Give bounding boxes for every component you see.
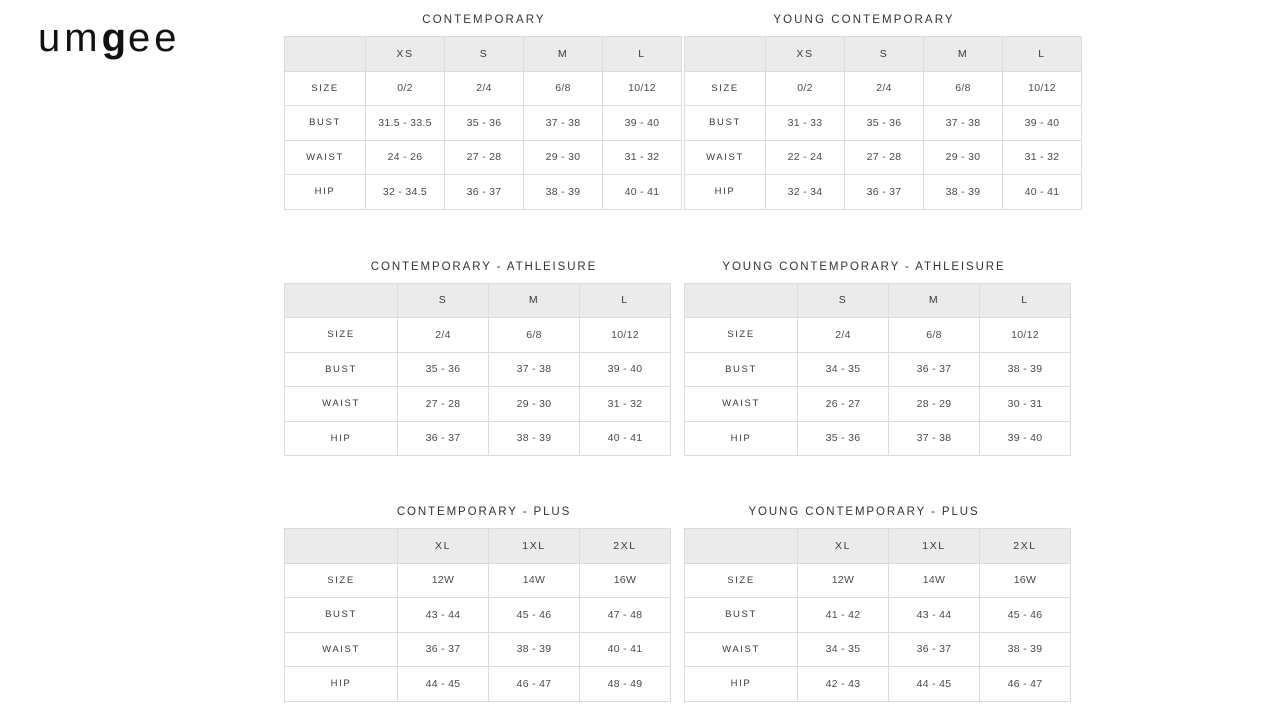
- row-label: BUST: [285, 352, 398, 387]
- chart-column-left: [284, 14, 684, 210]
- table-row: [685, 563, 1071, 598]
- table-header-row: [285, 37, 682, 72]
- table-row: [685, 352, 1071, 387]
- table-row: [685, 632, 1071, 667]
- table-cell: 16W: [980, 563, 1071, 598]
- row-label: HIP: [685, 667, 798, 702]
- table-cell: 44 - 45: [398, 667, 489, 702]
- column-header: L: [603, 37, 682, 72]
- row-label: BUST: [285, 598, 398, 633]
- column-header: S: [445, 37, 524, 72]
- size-charts-grid: [284, 14, 1060, 702]
- table-cell: 0/2: [366, 71, 445, 106]
- size-table: [284, 528, 671, 702]
- size-chart-young-contemporary-athleisure: [684, 261, 1044, 457]
- row-label: BUST: [685, 106, 766, 141]
- table-cell: 10/12: [603, 71, 682, 106]
- table-cell: 35 - 36: [398, 352, 489, 387]
- table-row: [685, 71, 1082, 106]
- row-label: WAIST: [685, 632, 798, 667]
- table-cell: 44 - 45: [889, 667, 980, 702]
- table-cell: 43 - 44: [398, 598, 489, 633]
- table-cell: 32 - 34.5: [366, 175, 445, 210]
- table-header-row: [285, 529, 671, 564]
- column-header: L: [980, 283, 1071, 318]
- column-header: L: [1003, 37, 1082, 72]
- column-header: S: [398, 283, 489, 318]
- row-label: WAIST: [685, 387, 798, 422]
- row-label: BUST: [685, 598, 798, 633]
- table-cell: 36 - 37: [889, 632, 980, 667]
- table-cell: 38 - 39: [524, 175, 603, 210]
- chart-column-left: [284, 506, 684, 702]
- row-label: BUST: [685, 352, 798, 387]
- brand-logo: [38, 18, 181, 58]
- table-corner-cell: [285, 283, 398, 318]
- row-label: HIP: [685, 421, 798, 456]
- table-cell: 29 - 30: [924, 140, 1003, 175]
- table-cell: 29 - 30: [489, 387, 580, 422]
- size-table: [684, 283, 1071, 457]
- table-cell: 14W: [489, 563, 580, 598]
- table-cell: 40 - 41: [1003, 175, 1082, 210]
- table-row: [685, 387, 1071, 422]
- row-label: SIZE: [285, 563, 398, 598]
- table-cell: 10/12: [980, 318, 1071, 353]
- row-label: BUST: [285, 106, 366, 141]
- chart-row-2: [284, 261, 1044, 457]
- chart-row-1: [284, 14, 1060, 210]
- table-cell: 39 - 40: [603, 106, 682, 141]
- size-table: [284, 36, 682, 210]
- table-cell: 26 - 27: [798, 387, 889, 422]
- table-row: [285, 352, 671, 387]
- column-header: M: [889, 283, 980, 318]
- column-header: M: [924, 37, 1003, 72]
- chart-title: CONTEMPORARY - ATHLEISURE: [370, 260, 598, 273]
- table-cell: 36 - 37: [398, 421, 489, 456]
- row-label: SIZE: [685, 71, 766, 106]
- table-cell: 2/4: [398, 318, 489, 353]
- table-cell: 16W: [580, 563, 671, 598]
- table-cell: 47 - 48: [580, 598, 671, 633]
- table-cell: 48 - 49: [580, 667, 671, 702]
- chart-row-3: [284, 506, 1044, 702]
- column-header: XL: [798, 529, 889, 564]
- size-table: [684, 36, 1082, 210]
- column-header: 1XL: [489, 529, 580, 564]
- size-chart-young-contemporary-plus: [684, 506, 1044, 702]
- table-cell: 22 - 24: [766, 140, 845, 175]
- column-header: 2XL: [980, 529, 1071, 564]
- brand-logo-part3: ee: [128, 16, 181, 60]
- table-corner-cell: [285, 37, 366, 72]
- table-cell: 28 - 29: [889, 387, 980, 422]
- row-label: WAIST: [285, 140, 366, 175]
- brand-logo-part1: um: [38, 16, 102, 60]
- row-label: SIZE: [685, 318, 798, 353]
- table-cell: 2/4: [445, 71, 524, 106]
- chart-title: YOUNG CONTEMPORARY - PLUS: [748, 506, 980, 518]
- table-corner-cell: [685, 529, 798, 564]
- chart-column-right: [684, 261, 1044, 457]
- brand-logo-part2: g: [101, 16, 129, 60]
- row-label: HIP: [285, 175, 366, 210]
- table-header-row: [685, 529, 1071, 564]
- table-cell: 10/12: [1003, 71, 1082, 106]
- table-cell: 40 - 41: [580, 421, 671, 456]
- table-cell: 40 - 41: [603, 175, 682, 210]
- table-cell: 37 - 38: [924, 106, 1003, 141]
- table-row: [285, 598, 671, 633]
- table-cell: 6/8: [924, 71, 1003, 106]
- size-table: [684, 528, 1071, 702]
- table-cell: 36 - 37: [845, 175, 924, 210]
- table-cell: 34 - 35: [798, 352, 889, 387]
- table-cell: 31 - 32: [580, 387, 671, 422]
- column-header: XL: [398, 529, 489, 564]
- table-cell: 45 - 46: [489, 598, 580, 633]
- table-cell: 24 - 26: [366, 140, 445, 175]
- table-cell: 45 - 46: [980, 598, 1071, 633]
- table-cell: 36 - 37: [445, 175, 524, 210]
- table-cell: 39 - 40: [980, 421, 1071, 456]
- table-row: [685, 140, 1082, 175]
- chart-column-right: [684, 506, 1044, 702]
- table-row: [285, 563, 671, 598]
- table-cell: 6/8: [524, 71, 603, 106]
- row-label: WAIST: [285, 632, 398, 667]
- row-spacer: [284, 456, 1044, 506]
- table-cell: 6/8: [889, 318, 980, 353]
- table-cell: 42 - 43: [798, 667, 889, 702]
- table-cell: 12W: [798, 563, 889, 598]
- table-cell: 41 - 42: [798, 598, 889, 633]
- table-cell: 0/2: [766, 71, 845, 106]
- table-corner-cell: [685, 283, 798, 318]
- column-header: M: [524, 37, 603, 72]
- table-cell: 2/4: [845, 71, 924, 106]
- row-spacer: [284, 210, 1044, 261]
- table-cell: 39 - 40: [580, 352, 671, 387]
- chart-column-right: [684, 14, 1060, 210]
- table-cell: 31 - 33: [766, 106, 845, 141]
- table-cell: 14W: [889, 563, 980, 598]
- size-chart-contemporary-plus: [284, 506, 684, 702]
- table-row: [685, 667, 1071, 702]
- table-corner-cell: [685, 37, 766, 72]
- table-cell: 46 - 47: [980, 667, 1071, 702]
- column-header: XS: [366, 37, 445, 72]
- size-table: [284, 283, 671, 457]
- column-header: 1XL: [889, 529, 980, 564]
- table-cell: 38 - 39: [489, 632, 580, 667]
- table-cell: 37 - 38: [489, 352, 580, 387]
- table-cell: 30 - 31: [980, 387, 1071, 422]
- column-header: S: [845, 37, 924, 72]
- table-row: [285, 632, 671, 667]
- column-header: XS: [766, 37, 845, 72]
- table-row: [685, 175, 1082, 210]
- table-header-row: [685, 37, 1082, 72]
- table-header-row: [685, 283, 1071, 318]
- table-cell: 31.5 - 33.5: [366, 106, 445, 141]
- table-cell: 36 - 37: [398, 632, 489, 667]
- table-cell: 34 - 35: [798, 632, 889, 667]
- table-row: [685, 318, 1071, 353]
- table-cell: 10/12: [580, 318, 671, 353]
- table-row: [685, 598, 1071, 633]
- table-row: [285, 318, 671, 353]
- table-row: [285, 421, 671, 456]
- row-label: WAIST: [685, 140, 766, 175]
- table-cell: 38 - 39: [489, 421, 580, 456]
- table-cell: 35 - 36: [445, 106, 524, 141]
- table-cell: 36 - 37: [889, 352, 980, 387]
- size-chart-young-contemporary: [684, 14, 1060, 210]
- table-cell: 38 - 39: [980, 352, 1071, 387]
- table-row: [685, 421, 1071, 456]
- chart-title: YOUNG CONTEMPORARY - ATHLEISURE: [722, 260, 1006, 273]
- row-label: SIZE: [685, 563, 798, 598]
- table-header-row: [285, 283, 671, 318]
- row-label: HIP: [685, 175, 766, 210]
- chart-column-left: [284, 261, 684, 457]
- table-cell: 37 - 38: [524, 106, 603, 141]
- table-row: [285, 71, 682, 106]
- row-label: SIZE: [285, 318, 398, 353]
- size-chart-contemporary: [284, 14, 684, 210]
- table-row: [285, 140, 682, 175]
- table-cell: 38 - 39: [980, 632, 1071, 667]
- table-cell: 39 - 40: [1003, 106, 1082, 141]
- column-header: L: [580, 283, 671, 318]
- column-header: M: [489, 283, 580, 318]
- row-label: HIP: [285, 667, 398, 702]
- table-cell: 32 - 34: [766, 175, 845, 210]
- table-cell: 6/8: [489, 318, 580, 353]
- table-cell: 38 - 39: [924, 175, 1003, 210]
- table-cell: 40 - 41: [580, 632, 671, 667]
- table-row: [285, 387, 671, 422]
- chart-title: YOUNG CONTEMPORARY: [773, 14, 955, 26]
- row-label: WAIST: [285, 387, 398, 422]
- table-row: [685, 106, 1082, 141]
- size-chart-contemporary-athleisure: [284, 261, 684, 457]
- chart-title: CONTEMPORARY: [422, 14, 546, 26]
- table-row: [285, 667, 671, 702]
- chart-title: CONTEMPORARY - PLUS: [396, 506, 572, 518]
- table-cell: 27 - 28: [845, 140, 924, 175]
- table-cell: 12W: [398, 563, 489, 598]
- table-row: [285, 175, 682, 210]
- table-cell: 43 - 44: [889, 598, 980, 633]
- table-cell: 35 - 36: [845, 106, 924, 141]
- table-cell: 46 - 47: [489, 667, 580, 702]
- column-header: 2XL: [580, 529, 671, 564]
- table-cell: 27 - 28: [398, 387, 489, 422]
- table-cell: 31 - 32: [1003, 140, 1082, 175]
- table-cell: 35 - 36: [798, 421, 889, 456]
- row-label: SIZE: [285, 71, 366, 106]
- table-corner-cell: [285, 529, 398, 564]
- table-cell: 29 - 30: [524, 140, 603, 175]
- table-cell: 2/4: [798, 318, 889, 353]
- table-row: [285, 106, 682, 141]
- row-label: HIP: [285, 421, 398, 456]
- table-cell: 37 - 38: [889, 421, 980, 456]
- table-cell: 27 - 28: [445, 140, 524, 175]
- column-header: S: [798, 283, 889, 318]
- table-cell: 31 - 32: [603, 140, 682, 175]
